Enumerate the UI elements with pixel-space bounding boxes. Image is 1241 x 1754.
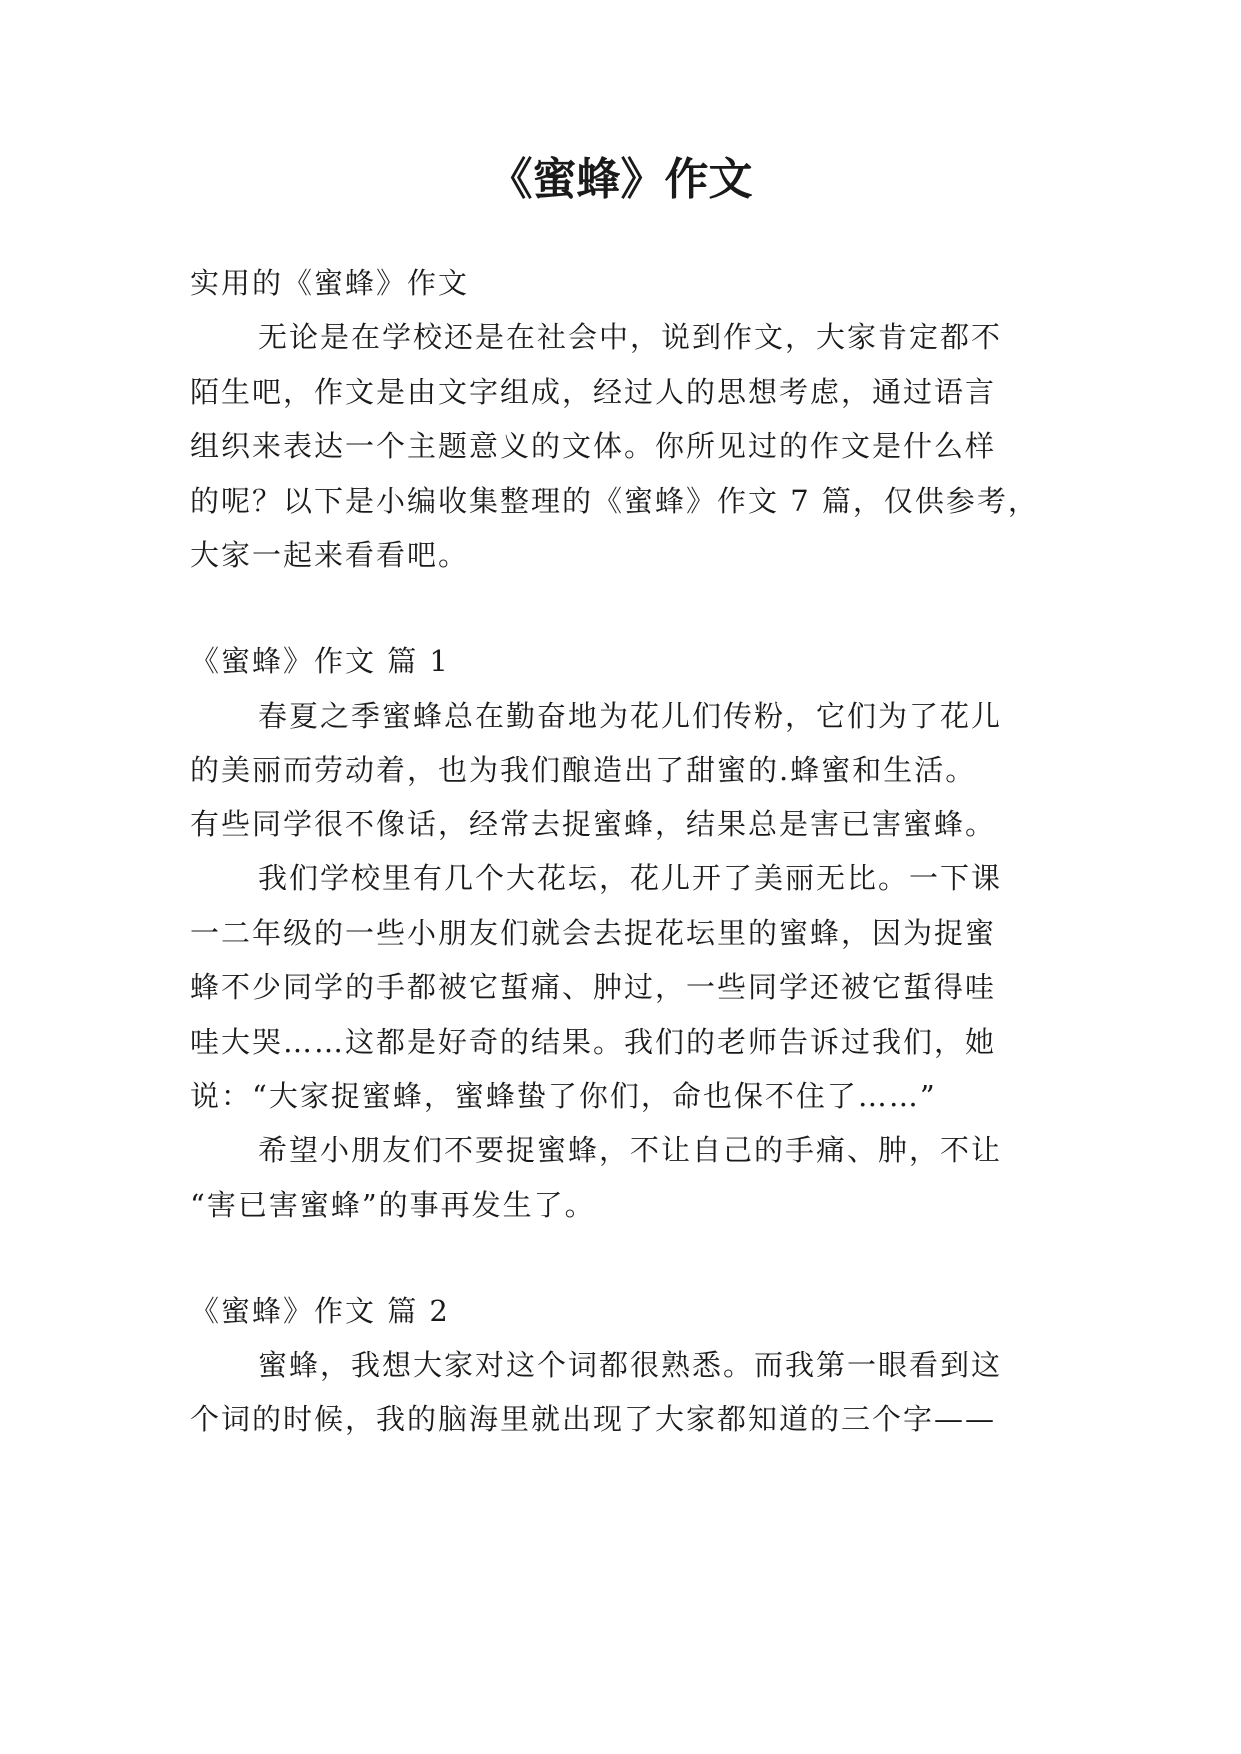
body-line: 春夏之季蜜蜂总在勤奋地为花儿们传粉，它们为了花儿 [258,699,1003,733]
body-line: 有些同学很不像话，经常去捉蜜蜂，结果总是害已害蜜蜂。 [190,807,997,841]
body-line: 蜂不少同学的手都被它蜇痛、肿过，一些同学还被它蜇得哇 [190,970,997,1004]
intro-line: 无论是在学校还是在社会中，说到作文，大家肯定都不 [258,320,1003,354]
body-line: 一二年级的一些小朋友们就会去捉花坛里的蜜蜂，因为捉蜜 [190,916,997,950]
intro-line: 陌生吧，作文是由文字组成，经过人的思想考虑，通过语言 [190,375,997,409]
section-heading-1: 《蜜蜂》作文 篇 1 [190,644,450,678]
document-title: 《蜜蜂》作文 [488,154,753,205]
section-heading-2: 《蜜蜂》作文 篇 2 [190,1294,450,1328]
body-line: 的美丽而劳动着，也为我们酿造出了甜蜜的.蜂蜜和生活。 [190,753,977,787]
body-line: 希望小朋友们不要捉蜜蜂，不让自己的手痛、肿，不让 [258,1133,1003,1167]
body-line: 哇大哭……这都是好奇的结果。我们的老师告诉过我们，她 [190,1025,997,1059]
intro-line: 大家一起来看看吧。 [190,538,470,572]
body-line: 我们学校里有几个大花坛，花儿开了美丽无比。一下课 [258,861,1003,895]
intro-line: 组织来表达一个主题意义的文体。你所见过的作文是什么样 [190,429,997,463]
body-line: 蜜蜂，我想大家对这个词都很熟悉。而我第一眼看到这 [258,1348,1003,1382]
body-line: 个词的时候，我的脑海里就出现了大家都知道的三个字—— [190,1402,997,1436]
body-line: “害已害蜜蜂”的事再发生了。 [190,1188,596,1222]
article-subtitle: 实用的《蜜蜂》作文 [190,266,470,300]
intro-line: 的呢？以下是小编收集整理的《蜜蜂》作文 7 篇，仅供参考， [190,484,1039,518]
body-line: 说：“大家捉蜜蜂，蜜蜂蛰了你们，命也保不住了……” [190,1079,937,1113]
